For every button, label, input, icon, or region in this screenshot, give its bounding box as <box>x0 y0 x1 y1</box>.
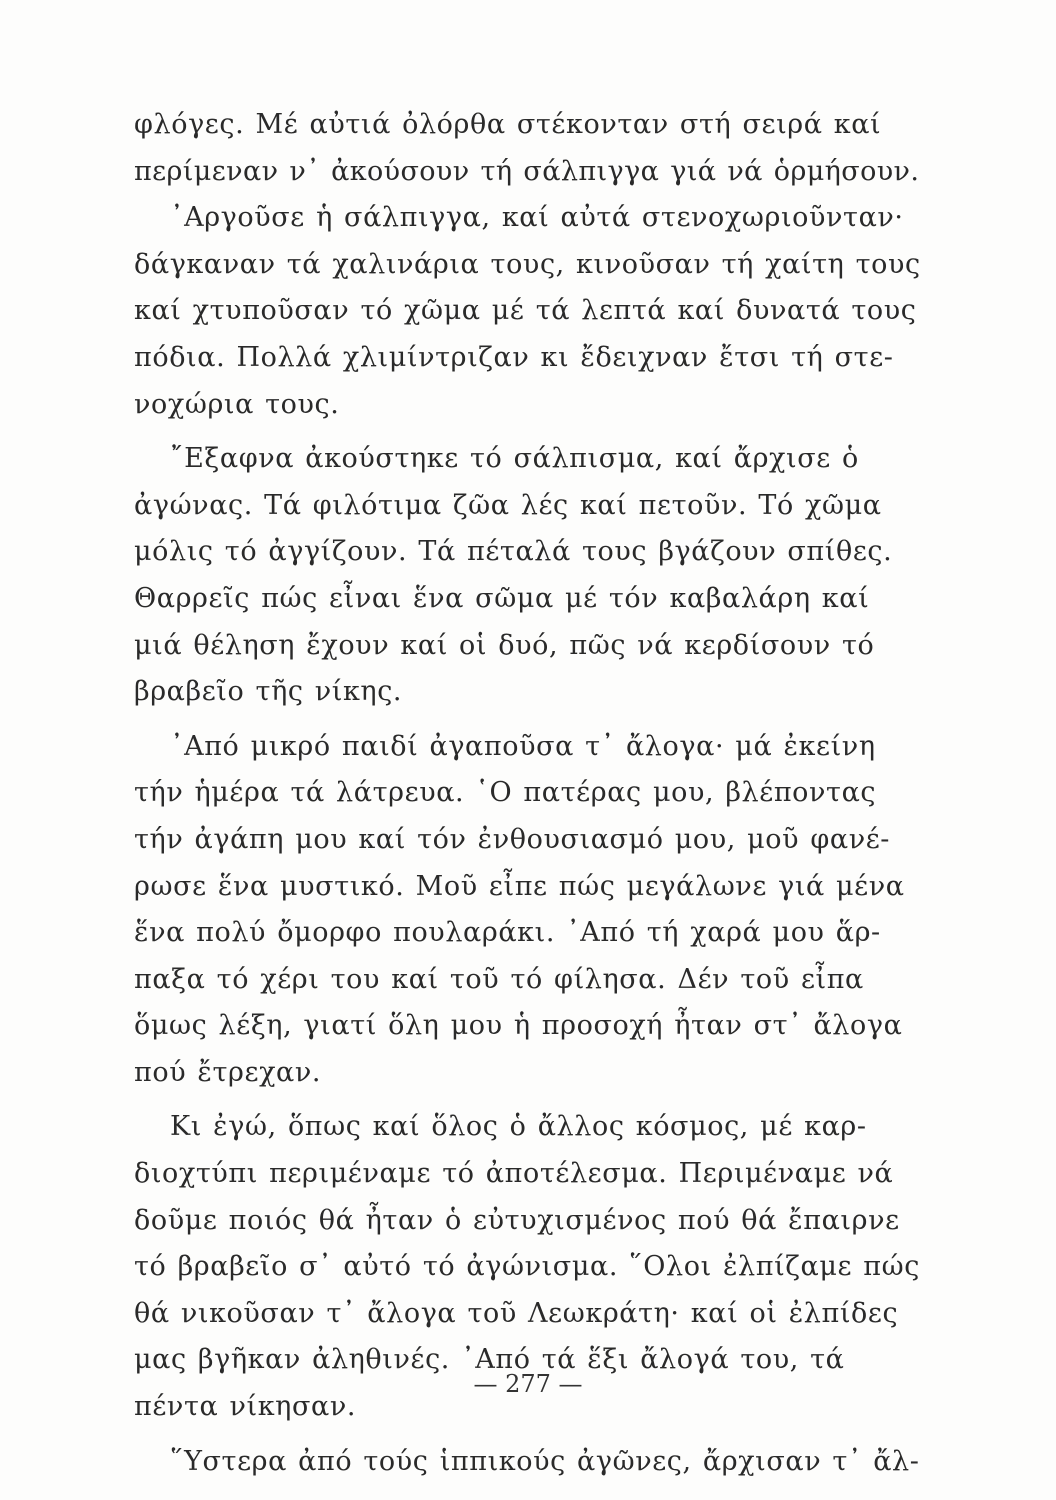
text-line: φλόγες. Μέ αὐτιά ὀλόρθα στέκονταν στή σειρά καί <box>134 109 882 140</box>
text-line: θά νικοῦσαν τ᾽ ἄλογα τοῦ Λεωκράτη· καί οἱ ἐλπίδες <box>134 1297 899 1329</box>
text-line: τήν ἀγάπη μου καί τόν ἐνθουσιασμό μου, μοῦ φανέ- <box>134 823 891 855</box>
text-line: περίμεναν ν᾽ ἀκούσουν τή σάλπιγγα γιά νά ὁρμήσουν. <box>134 155 920 187</box>
text-line: πού ἔτρεχαν. <box>134 1056 322 1088</box>
text-line: τό βραβεῖο σ᾽ αὐτό τό ἀγώνισμα. ῞Ολοι ἐλπίζαμε πώς <box>134 1251 920 1283</box>
text-line: Θαρρεῖς πώς εἶναι ἕνα σῶμα μέ τόν καβαλάρη καί <box>134 582 870 614</box>
body-text <box>134 102 924 1485</box>
text-line: μόλις τό ἀγγίζουν. Τά πέταλά τους βγάζουν σπίθες. <box>134 536 893 568</box>
text-line: πέντα νίκησαν. <box>134 1391 357 1423</box>
text-line: μιά θέληση ἔχουν καί οἱ δυό, πῶς νά κερδίσουν τό <box>134 629 875 661</box>
text-line: δάγκαναν τά χαλινάρια τους, κινοῦσαν τή χαίτη τους <box>134 248 921 280</box>
text-line: ῎Εξαφνα ἀκούστηκε τό σάλπισμα, καί ἄρχισε ὁ <box>170 443 859 475</box>
text-line: διοχτύπι περιμέναμε τό ἀποτέλεσμα. Περιμέναμε νά <box>134 1158 894 1190</box>
text-line: καί χτυποῦσαν τό χῶμα μέ τά λεπτά καί δυνατά τους <box>134 295 917 327</box>
text-line: βραβεῖο τῆς νίκης. <box>134 676 403 708</box>
text-line: τήν ἡμέρα τά λάτρευα. ῾Ο πατέρας μου, βλέποντας <box>134 777 877 809</box>
text-line: παξα τό χέρι του καί τοῦ τό φίλησα. Δέν τοῦ εἶπα <box>134 963 864 995</box>
text-line: Κι ἐγώ, ὅπως καί ὅλος ὁ ἄλλος κόσμος, μέ καρ- <box>170 1111 867 1143</box>
text-line: ἀγώνας. Τά φιλότιμα ζῶα λές καί πετοῦν. Τό χῶμα <box>134 489 882 521</box>
page-number: — 277 — <box>473 1370 583 1398</box>
text-line: μας βγῆκαν ἀληθινές. ᾽Από τά ἕξι ἄλογά του, τά <box>134 1344 845 1376</box>
text-line: ᾽Αργοῦσε ἡ σάλπιγγα, καί αὐτά στενοχωριοῦνταν· <box>170 202 904 234</box>
text-line: νοχώρια τους. <box>134 388 340 420</box>
text-line: πόδια. Πολλά χλιμίντριζαν κι ἔδειχναν ἔτσι τή στε- <box>134 341 894 373</box>
text-line: ῞Υστερα ἀπό τούς ἱππικούς ἀγῶνες, ἄρχισαν τ᾽ ἄλ- <box>170 1445 920 1477</box>
text-line: ὅμως λέξη, γιατί ὅλη μου ἡ προσοχή ἦταν στ᾽ ἄλογα <box>134 1010 903 1042</box>
text-line: ᾽Από μικρό παιδί ἀγαποῦσα τ᾽ ἄλογα· μά ἐκείνη <box>170 730 876 762</box>
text-line: ἕνα πολύ ὄμορφο πουλαράκι. ᾽Από τή χαρά μου ἅρ- <box>134 917 881 949</box>
text-line: ρωσε ἕνα μυστικό. Μοῦ εἶπε πώς μεγάλωνε γιά μένα <box>134 870 905 902</box>
text-line: δοῦμε ποιός θά ἦταν ὁ εὐτυχισμένος πού θά ἔπαιρνε <box>134 1204 900 1236</box>
